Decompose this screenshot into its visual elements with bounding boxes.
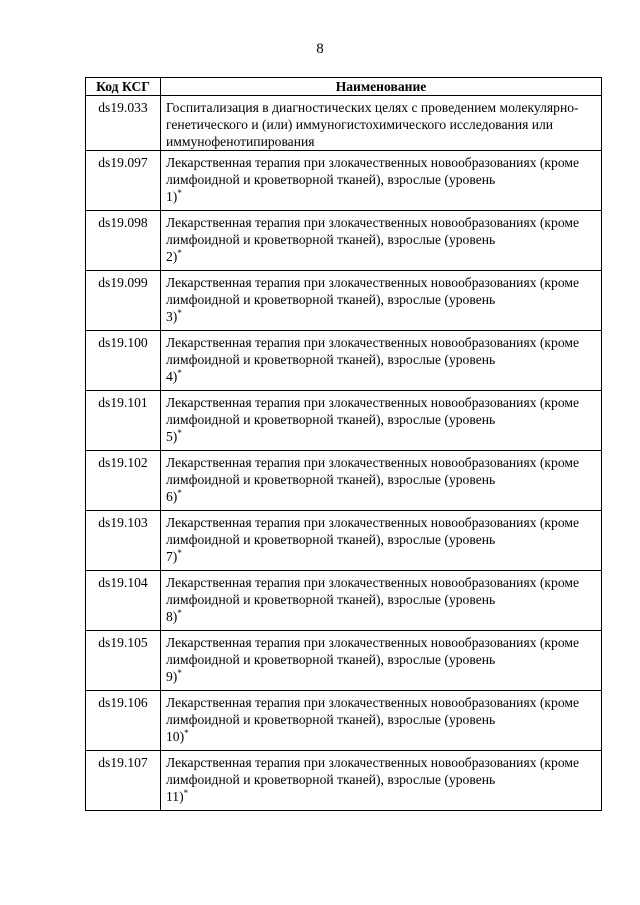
row-code: ds19.105 [86, 631, 161, 691]
row-name-cell [161, 271, 602, 331]
table-row [86, 331, 602, 391]
row-name-cell [161, 751, 602, 811]
header-name: Наименование [161, 78, 602, 96]
row-level [166, 789, 188, 804]
page-number: 8 [316, 41, 324, 57]
table-row [86, 211, 602, 271]
row-level [166, 189, 182, 204]
row-name-cell [161, 511, 602, 571]
row-code: ds19.107 [86, 751, 161, 811]
footnote-mark: * [177, 308, 182, 318]
row-level [166, 729, 189, 744]
row-code: ds19.097 [86, 151, 161, 211]
footnote-mark: * [183, 788, 189, 798]
row-code: ds19.102 [86, 451, 161, 511]
row-name-cell [161, 96, 602, 151]
row-level-value: 8) [166, 609, 178, 624]
row-name: Лекарственная терапия при злокачественных новообразованиях (кроме лимфоидной и кроветворной тканей), взрослые (уровень [166, 395, 580, 427]
row-name-cell [161, 151, 602, 211]
footnote-mark: * [184, 728, 189, 738]
row-name: Лекарственная терапия при злокачественных новообразованиях (кроме лимфоидной и кроветворной тканей), взрослые (уровень [166, 755, 580, 787]
row-level [166, 429, 182, 444]
footnote-mark: * [177, 668, 182, 678]
row-name-cell [161, 451, 602, 511]
row-name-cell [161, 211, 602, 271]
row-level [166, 249, 182, 264]
row-level-value: 3) [166, 309, 178, 324]
row-level-value: 1) [166, 189, 178, 204]
footnote-mark: * [177, 548, 182, 558]
row-name: Лекарственная терапия при злокачественных новообразованиях (кроме лимфоидной и кроветворной тканей), взрослые (уровень [166, 575, 580, 607]
row-level-value: 6) [166, 489, 178, 504]
row-name: Лекарственная терапия при злокачественных новообразованиях (кроме лимфоидной и кроветворной тканей), взрослые (уровень [166, 515, 580, 547]
row-name: Госпитализация в диагностических целях с проведением молекулярно-генетического и (или) иммуногистохимического исследования или иммунофенотипирования [166, 100, 579, 149]
row-level [166, 369, 182, 384]
row-name: Лекарственная терапия при злокачественных новообразованиях (кроме лимфоидной и кроветворной тканей), взрослые (уровень [166, 215, 580, 247]
table-row [86, 271, 602, 331]
table-row [86, 451, 602, 511]
row-code: ds19.033 [86, 96, 161, 151]
row-name: Лекарственная терапия при злокачественных новообразованиях (кроме лимфоидной и кроветворной тканей), взрослые (уровень [166, 155, 580, 187]
ksg-table [85, 77, 602, 811]
row-name: Лекарственная терапия при злокачественных новообразованиях (кроме лимфоидной и кроветворной тканей), взрослые (уровень [166, 695, 580, 727]
row-name-cell [161, 331, 602, 391]
row-name: Лекарственная терапия при злокачественных новообразованиях (кроме лимфоидной и кроветворной тканей), взрослые (уровень [166, 455, 580, 487]
row-name-cell [161, 571, 602, 631]
table-row [86, 96, 602, 151]
footnote-mark: * [177, 428, 182, 438]
row-code: ds19.101 [86, 391, 161, 451]
row-level [166, 609, 182, 624]
row-code: ds19.098 [86, 211, 161, 271]
table-header-row [86, 78, 602, 96]
row-level-value: 4) [166, 369, 178, 384]
footnote-mark: * [177, 248, 182, 258]
row-level-value: 9) [166, 669, 178, 684]
row-level [166, 549, 182, 564]
row-level [166, 309, 182, 324]
row-code: ds19.100 [86, 331, 161, 391]
row-name-cell [161, 391, 602, 451]
row-code: ds19.103 [86, 511, 161, 571]
footnote-mark: * [177, 188, 182, 198]
header-code: Код КСГ [86, 78, 161, 96]
row-level-value: 7) [166, 549, 178, 564]
row-name: Лекарственная терапия при злокачественных новообразованиях (кроме лимфоидной и кроветворной тканей), взрослые (уровень [166, 635, 580, 667]
row-code: ds19.104 [86, 571, 161, 631]
footnote-mark: * [177, 488, 182, 498]
footnote-mark: * [177, 368, 182, 378]
row-level-value: 11) [166, 789, 184, 804]
row-code: ds19.099 [86, 271, 161, 331]
footnote-mark: * [177, 608, 182, 618]
row-code: ds19.106 [86, 691, 161, 751]
row-name-cell [161, 631, 602, 691]
table-row [86, 151, 602, 211]
table-row [86, 571, 602, 631]
row-level-value: 5) [166, 429, 178, 444]
table-row [86, 511, 602, 571]
row-name: Лекарственная терапия при злокачественных новообразованиях (кроме лимфоидной и кроветворной тканей), взрослые (уровень [166, 275, 580, 307]
table-row [86, 631, 602, 691]
row-name-cell [161, 691, 602, 751]
row-name: Лекарственная терапия при злокачественных новообразованиях (кроме лимфоидной и кроветворной тканей), взрослые (уровень [166, 335, 580, 367]
table-row [86, 751, 602, 811]
row-level-value: 2) [166, 249, 178, 264]
row-level [166, 489, 182, 504]
row-level-value: 10) [166, 729, 185, 744]
table-row [86, 691, 602, 751]
table-row [86, 391, 602, 451]
row-level [166, 669, 182, 684]
